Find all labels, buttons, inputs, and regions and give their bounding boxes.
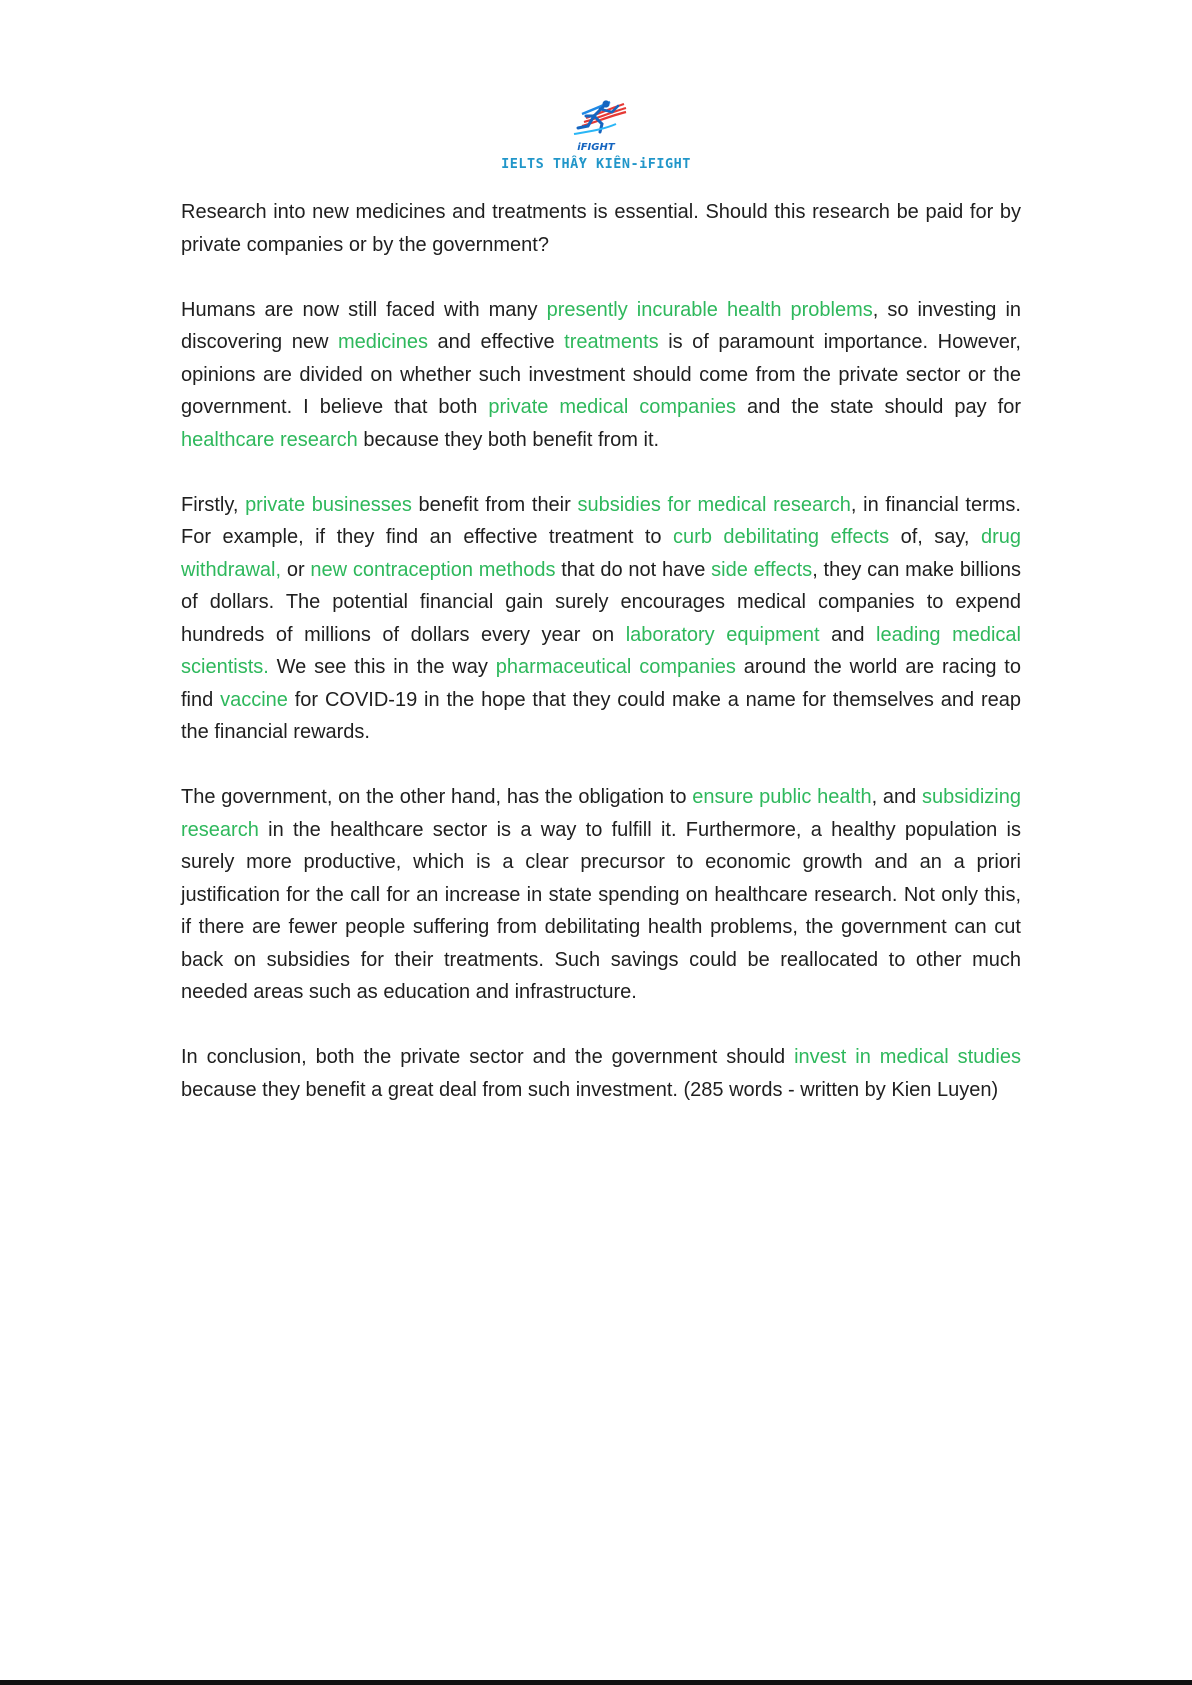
highlighted-phrase: healthcare research [181,428,358,451]
highlighted-phrase: invest in medical studies [794,1046,1021,1068]
highlighted-phrase: subsidies for medical research [577,493,851,516]
highlighted-phrase: treatments [564,331,659,353]
highlighted-phrase: medicines [337,331,428,353]
body-text: and effective [428,331,565,353]
highlighted-phrase: pharmaceutical companies [495,656,736,678]
body-text: benefit from their [411,493,578,516]
highlighted-phrase: vaccine [220,688,288,711]
body-text: of, say, [889,526,981,548]
highlighted-phrase: laboratory equipment [625,623,820,646]
body-text: In conclusion, both the private sector and the government should [181,1046,795,1068]
body-text: The government, on the other hand, has the obligation to [181,786,693,808]
body-text: Firstly, [181,493,246,516]
essay-body [181,196,1021,1139]
page-bottom-border [0,1680,1192,1685]
body-text: and the state should pay for [736,396,1021,418]
highlighted-phrase: subsidizing research [181,786,1021,841]
essay-prompt: Research into new medicines and treatments is essential. Should this research be paid for by private companies or by the government? [181,201,1021,256]
highlighted-phrase: private medical companies [488,396,736,418]
body-text: We see this in the way [268,656,496,678]
essay-paragraph [181,489,1021,749]
highlighted-phrase: private businesses [245,493,412,516]
essay-paragraph [181,294,1021,457]
essay-paragraph [181,781,1021,1009]
body-text: because they both benefit from it. [357,428,660,451]
highlighted-phrase: curb debilitating effects [673,526,890,548]
body-text: that do not have [555,558,712,581]
highlighted-phrase: side effects [711,558,813,581]
highlighted-phrase: leading medical scientists. [181,623,1022,678]
body-text: , they can make billions of dollars. The potential financial gain surely encourages medical companies to expend hundreds of millions of dollars every year on [181,558,1021,646]
body-text: , and [871,786,923,808]
body-text: because they benefit a great deal from such investment. (285 words - written by Kien Luyen) [181,1078,999,1101]
ifight-runner-logo [556,94,636,156]
body-text: is of paramount importance. However, opinions are divided on whether such investment should come from the private sector or the government. I believe that both [181,331,1021,418]
logo-wordmark: iFIGHT [577,142,615,153]
body-text: , so investing in discovering new [181,298,1022,353]
body-text: around the world are racing to find [181,656,1021,711]
highlighted-phrase: new contraception methods [310,558,556,581]
page-header [0,94,1192,172]
body-text: , in financial terms. For example, if they find an effective treatment to [181,493,1021,548]
body-text: for COVID-19 in the hope that they could make a name for themselves and reap the financial rewards. [181,688,1021,743]
body-text: and [819,623,877,646]
body-text: Humans are now still faced with many [181,298,547,321]
essay-paragraph [181,1041,1021,1106]
body-text: in the healthcare sector is a way to fulfill it. Furthermore, a healthy population is surely more productive, which is a clear precursor to economic growth and an a priori justification for the call for an increase in state spending on healthcare research. Not only this, if there are fewer people suffering from debilitating health problems, the government can cut back on subsidies for their treatments. Such savings could be reallocated to other much needed areas such as education and infrastructure. [181,818,1021,1003]
brand-title: IELTS THẦY KIÊN-iFIGHT [501,156,691,172]
highlighted-phrase: presently incurable health problems [546,298,873,321]
highlighted-phrase: drug withdrawal, [181,526,1021,581]
body-text: or [281,558,311,581]
highlighted-phrase: ensure public health [692,786,872,808]
